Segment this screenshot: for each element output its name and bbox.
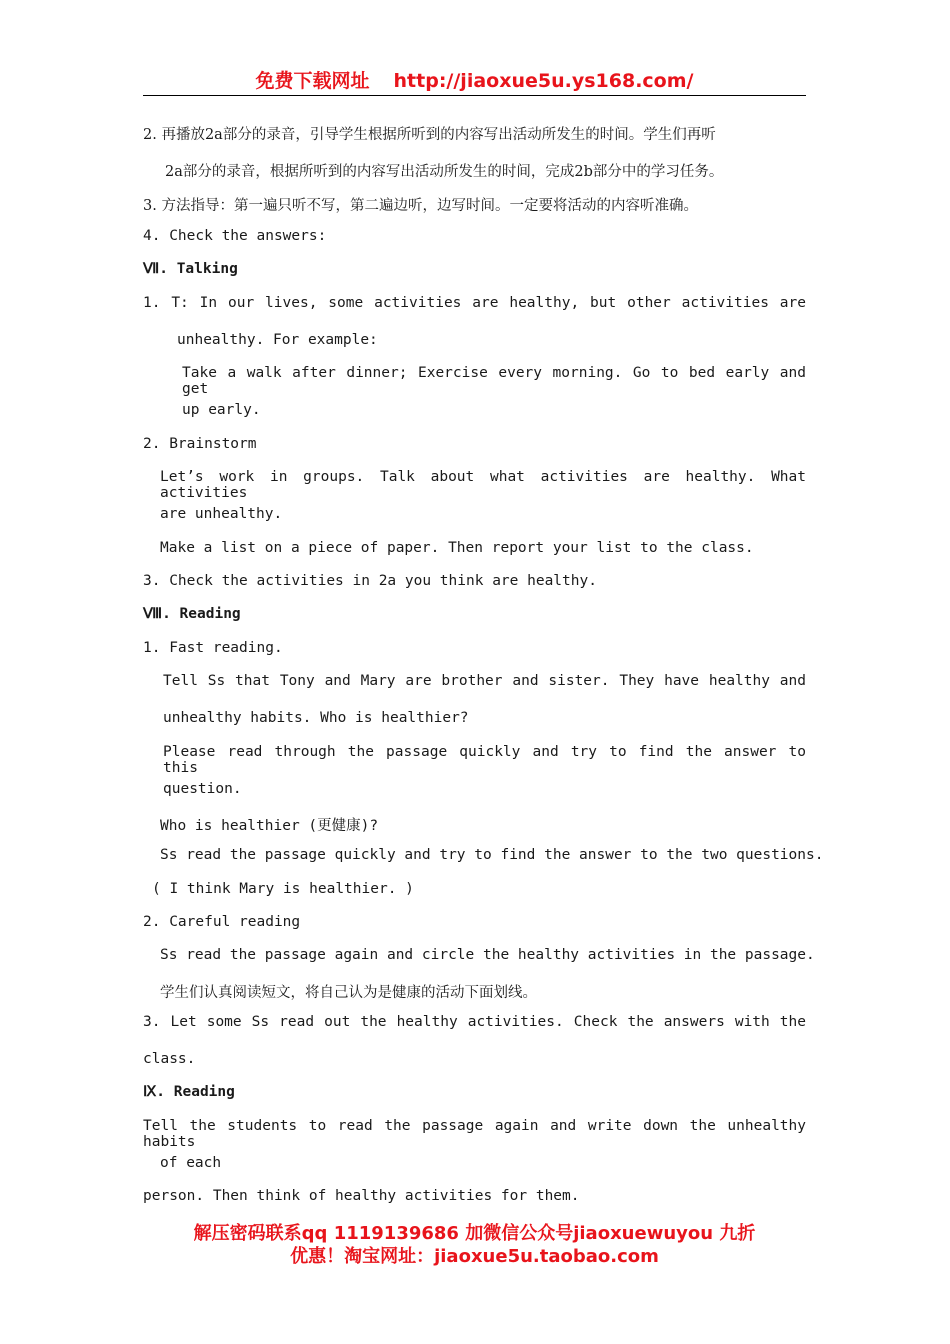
text-line: 3. 方法指导：第一遍只听不写，第二遍边听，边写时间。一定要将活动的内容听准确。 <box>143 198 698 214</box>
text-line: Make a list on a piece of paper. Then report your list to the class. <box>160 540 754 556</box>
text-line: Tell Ss that Tony and Mary are brother and sister. They have healthy and <box>163 673 806 689</box>
text-line: 1. T: In our lives, some activities are healthy, but other activities are <box>143 295 806 311</box>
text-line: ( I think Mary is healthier. ) <box>152 881 414 897</box>
text-line: 2a部分的录音，根据所听到的内容写出活动所发生的时间，完成2b部分中的学习任务。 <box>165 164 724 180</box>
text-line: 3. Check the activities in 2a you think are healthy. <box>143 573 597 589</box>
text-line: Take a walk after dinner; Exercise every morning. Go to bed early and get <box>182 365 806 397</box>
text-line: are unhealthy. <box>160 506 283 522</box>
text-line: 2. 再播放2a部分的录音，引导学生根据所听到的内容写出活动所发生的时间。学生们再听 <box>143 127 716 143</box>
text-line: 2. Careful reading <box>143 914 301 930</box>
text-line: 1. Fast reading. <box>143 640 283 656</box>
text-line: Let’s work in groups. Talk about what activities are healthy. What activities <box>160 469 806 501</box>
section-heading: Ⅸ. Reading <box>143 1084 235 1100</box>
text-line: question. <box>163 781 242 797</box>
text-line: Tell the students to read the passage again and write down the unhealthy habits <box>143 1118 806 1150</box>
page-header <box>143 66 806 94</box>
text-line: 3. Let some Ss read out the healthy activities. Check the answers with the <box>143 1014 806 1030</box>
section-heading: Ⅷ. Reading <box>143 606 241 622</box>
header-url-link[interactable]: http://jiaoxue5u.ys168.com/ <box>393 70 694 92</box>
text-line: person. Then think of healthy activities for them. <box>143 1188 580 1204</box>
text-line: of each <box>160 1155 222 1171</box>
text-line: unhealthy habits. Who is healthier? <box>163 710 469 726</box>
text-line: Who is healthier (更健康)? <box>160 818 379 834</box>
text-line: 学生们认真阅读短文，将自己认为是健康的活动下面划线。 <box>160 985 537 1001</box>
text-line: class. <box>143 1051 196 1067</box>
text-line: Ss read the passage quickly and try to find the answer to the two questions. <box>160 847 824 863</box>
footer-line-2: 优惠！淘宝网址：jiaoxue5u.taobao.com <box>290 1246 659 1267</box>
text-line: Please read through the passage quickly and try to find the answer to this <box>163 744 806 776</box>
text-line: up early. <box>182 402 261 418</box>
header-divider <box>143 95 806 96</box>
text-line: unhealthy. For example: <box>177 332 378 348</box>
header-label: 免费下载网址 <box>255 70 370 92</box>
text-line: 2. Brainstorm <box>143 436 257 452</box>
text-line: Ss read the passage again and circle the healthy activities in the passage. <box>160 947 815 963</box>
section-heading: Ⅶ. Talking <box>143 261 238 277</box>
footer-line-1: 解压密码联系qq 1119139686 加微信公众号jiaoxuewuyou 九折 <box>193 1223 756 1244</box>
text-line: 4. Check the answers: <box>143 228 327 244</box>
